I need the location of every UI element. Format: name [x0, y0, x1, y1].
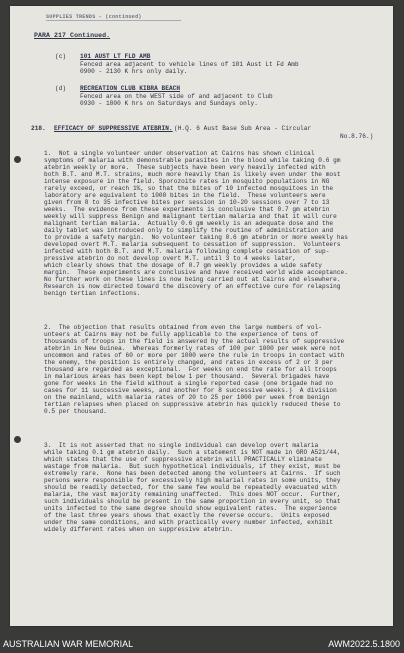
item-c-title: 101 AUST LT FLD AMB: [80, 53, 151, 60]
text-line: laboratory are equivalent to 1000 bites in the field. These volunteers were: [44, 192, 326, 199]
punch-hole: [14, 156, 21, 163]
item-c-line: 0900 - 2130 K hrs only daily.: [80, 68, 188, 75]
text-line: Research is now directed toward the discovery of an effective cure for relapsing: [44, 283, 341, 290]
circular-number: No.8.76.): [340, 133, 374, 140]
text-line: should be readily detected, for the same few would be repeatedly evacuated with: [44, 484, 337, 491]
text-line: pressive atebrin do not develop overt M.T. until 3 to 4 weeks later,: [44, 255, 297, 262]
text-line: 3. It is not asserted that no single individual can develop overt malaria: [44, 442, 319, 449]
text-line: infected with both B.T. and M.T. malaria following complete cessation of sup-: [44, 248, 330, 255]
item-c-marker: (c): [55, 53, 67, 60]
text-line: margin. These experiments are conclusive and have received world wide acceptance.: [44, 269, 348, 276]
text-line: extremely rare. None has been detected among the volunteers at Cairns. If such: [44, 470, 341, 477]
text-line: on the mainland, with malaria rates of 20 to 25 per 1000 per week from benign: [44, 394, 330, 401]
text-line: of the last three years shows that exactly the reverse occurs. Units exposed: [44, 512, 330, 519]
text-line: the enemy, the position is entirely changed, and rates in excess of 2 or 3 per: [44, 359, 334, 366]
text-line: units infected to the same degree should show equivalent rates. The experience: [44, 505, 337, 512]
text-line: both B.T. and M.T. strains, much more heavily than is likely even under the most: [44, 171, 341, 178]
text-line: uncommon and rates of 60 or more per 1000 were the rule in troops in contact with: [44, 352, 345, 359]
item-d-marker: (d): [55, 85, 67, 92]
text-line: under the same conditions, and with practically every number infected, exhibit: [44, 519, 334, 526]
text-line: tertian relapses when placed on suppressive atebrin has quickly reduced these to: [44, 401, 341, 408]
item-d-title: RECREATION CLUB KIBRA BEACH: [80, 85, 181, 92]
text-line: rarely exceed, or reach 1%, so that the bites of 10 infected mosquitoes in the: [44, 185, 334, 192]
footer-source: AUSTRALIAN WAR MEMORIAL: [3, 639, 134, 649]
text-line: thousand are regarded as exceptional. For weeks on end the rate for all troops: [44, 366, 337, 373]
section-title: PARA 217 Continued.: [34, 32, 111, 39]
text-line: while taking 0.1 gm atebrin daily. Such a statement is NOT made in GRO A521/44,: [44, 449, 341, 456]
text-line: 0.5 per thousand.: [44, 408, 108, 415]
text-line: daily tablet was introduced only to simplify the routine of administration and: [44, 227, 334, 234]
faded-rule: [46, 20, 181, 21]
text-line: weeks. The evidence from these experiments is conclusive that 0.7 gm atebrin: [44, 206, 330, 213]
text-line: in malarious areas has been kept below 1 per thousand. Several brigades have: [44, 373, 330, 380]
text-line: persons were responsible for excessively high malarial rates in some units, they: [44, 477, 341, 484]
text-line: widely different rates when on suppressive atebrin.: [44, 526, 234, 533]
para-number: 218.: [31, 125, 46, 132]
item-c-line: Fenced area adjacent to vehicle lines of 101 Aust Lt Fd Amb: [80, 61, 299, 68]
item-d-line: Fenced area on the WEST side of and adjacent to Club: [80, 93, 273, 100]
text-line: unteers at Cairns may not be fully applicable to the experience of tens of: [44, 331, 319, 338]
text-line: symptoms of malaria with demonstrable parasites in the blood while taking 0.6 gm: [44, 157, 341, 164]
text-line: which clearly shows that the dosage of 0.7 gm weekly provides a wide safety: [44, 262, 323, 269]
item-d-line: 0930 - 1800 K hrs on Saturdays and Sundays only.: [80, 100, 258, 107]
text-line: malaria, the vast majority remaining unaffected. This does NOT occur. Further,: [44, 491, 341, 498]
punch-hole: [14, 436, 21, 443]
text-line: cases for 11 successive weeks, and another for 8 successive weeks.) A division: [44, 387, 337, 394]
text-line: atebrin weekly or more. These subjects have been very heavily infected with: [44, 164, 326, 171]
text-line: atebrin in New Guinea. Whereas formerly rates of 100 per 1000 per week were not: [44, 345, 341, 352]
faded-header: SUPPLIES TRENDS - (continued): [46, 14, 142, 20]
text-line: wastage from malaria. But such hypothetical individuals, if they exist, must be: [44, 463, 341, 470]
footer-accession: AWM2022.5.1800: [328, 639, 400, 649]
text-line: which states that the use of suppressive atebrin will PRACTICALLY eliminate: [44, 456, 323, 463]
para-title-suffix: (H.Q. 6 Aust Base Sub Area - Circular: [174, 125, 312, 132]
text-line: benign tertian infections.: [44, 290, 141, 297]
footer-bar: [0, 636, 404, 653]
text-line: No further work on these lines is now being carried out at Cairns and elsewhere.: [44, 276, 341, 283]
text-line: malignant tertian malaria. Actually 0.6 gm weekly is an adequate dose and the: [44, 220, 334, 227]
text-line: to provide a safety margin. No volunteer taking 0.6 gm atebrin or more weekly has: [44, 234, 348, 241]
text-line: gone for weeks in the field without a single reported case (one brigade had no: [44, 380, 334, 387]
text-line: 2. The objection that results obtained from even the large numbers of vol-: [44, 324, 323, 331]
text-line: such individuals should be present in the same proportion in every unit, so that: [44, 498, 341, 505]
para-title: EFFICACY OF SUPPRESSIVE ATEBRIN.: [54, 125, 173, 132]
text-line: 1. Not a single volunteer under observation at Cairns has shown clinical: [44, 150, 315, 157]
document-page: [10, 6, 393, 626]
text-line: developed overt M.T. malaria subsequent to cessation of suppression. Volunteers: [44, 241, 341, 248]
text-line: thousands of troops in the field is answered by the actual results of suppressive: [44, 338, 345, 345]
text-line: weekly will suppress Benign and malignant tertian malaria and that it will cure: [44, 213, 337, 220]
text-line: intense exposure in the field. Sporozoite rates in mosquito populations in NG: [44, 178, 330, 185]
text-line: given from 8 to 35 infective bites per session in 10-20 sessions over 7 to 13: [44, 199, 330, 206]
